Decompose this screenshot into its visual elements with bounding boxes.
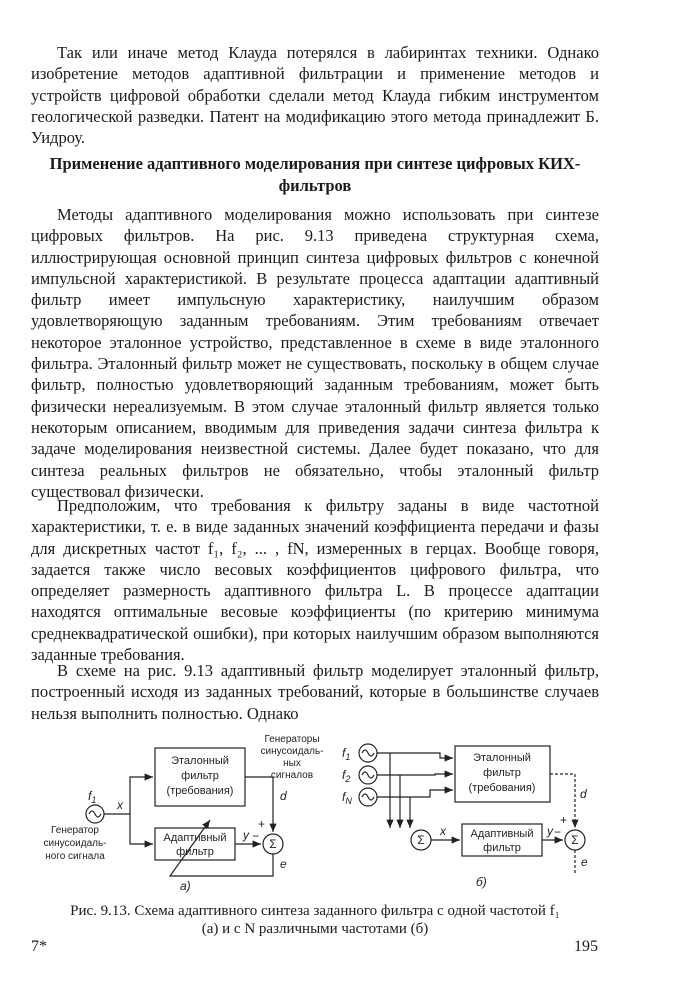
generator-a-line2: синусоидаль- bbox=[43, 838, 107, 849]
section-heading: Применение адаптивного моделирования при синтезе цифровых КИХ-фильтров bbox=[49, 154, 581, 195]
generators-b-line3: ных bbox=[283, 758, 301, 769]
x-label-b: x bbox=[440, 824, 446, 838]
y-label-b: y bbox=[547, 824, 553, 838]
diagram-b-label: б) bbox=[476, 875, 487, 889]
generators-b-line4: сигналов bbox=[270, 770, 314, 781]
paragraph-intro-text: Так или иначе метод Клауда потерялся в лабиринтах техники. Однако изобретение методов адаптивной фильтрации и применение методов и устройств цифровой обработки сделали метод Клауда гибким инструментом геологической разведки. Патент на модификацию этого метода принадлежит Б. Уидроу. bbox=[31, 43, 599, 148]
ref-filter-a-line2: фильтр bbox=[181, 770, 219, 782]
sum-label-b: Σ bbox=[417, 833, 425, 847]
f2-label-b: $f_2$ bbox=[342, 768, 351, 784]
paragraph-methods-text: Методы адаптивного моделирования можно использовать при синтезе цифровых фильтров. На рис. 9.13 приведена структурная схема, иллюстрирующая основной принцип синтеза цифровых фильтров с конечной импульсной характеристикой. В результате процесса адаптации адаптивный фильтр имеет импульсную характеристику, наилучшим образом удовлетворяющую заданным требованиям. Этим требованиям отвечает некоторое эталонное устройство, представленное в схеме в виде эталонного фильтра. Эталонный фильтр может не существовать, поскольку в общем случае фильтр, полностью удовлетворяющий заданным требованиям, может быть физически нереализуемым. В этом случае эталонный фильтр является только некоторым описанием, вводимым для приведения задачи синтеза фильтра к задаче моделирования неизвестной системы. Далее будет показано, что для синтеза реальных фильтров не обязательно, чтобы эталонный фильтр существовал физически. bbox=[31, 205, 599, 501]
d-label-a: d bbox=[280, 789, 287, 803]
ref-filter-b-line3: (требования) bbox=[468, 782, 536, 794]
diagram-b bbox=[359, 744, 585, 873]
caption-line-1: Рис. 9.13. Схема адаптивного синтеза заданного фильтра с одной частотой f₁ bbox=[70, 903, 560, 919]
ref-filter-a-line1: Эталонный bbox=[171, 755, 229, 767]
minus-label-a: − bbox=[252, 829, 260, 843]
generator-a-line1: Генератор bbox=[51, 825, 99, 836]
e-label-a: e bbox=[280, 857, 287, 871]
d-label-b: d bbox=[580, 787, 587, 801]
f1-label-b: $f_1$ bbox=[342, 746, 351, 762]
paragraph-requirements-text: Предположим, что требования к фильтру заданы в виде частотной характеристики, т. е. в виде заданных значений коэффициента передачи и фазы для дискретных частот f₁, f₂, ... , fN, измеренных в герцах. Вообще говоря, задается также число весовых коэффициентов цифрового фильтра, что определяет размерность адаптивного фильтра L. В процессе адаптации находятся оптимальные весовые коэффициенты (по критерию минимума среднеквадратической ошибки), при которых наилучшим образом выполняются заданные требования. bbox=[31, 496, 599, 665]
caption-line-2: (а) и с N различными частотами (б) bbox=[201, 921, 429, 937]
paragraph-intro bbox=[31, 42, 599, 148]
paragraph-scheme bbox=[31, 660, 599, 724]
ref-filter-b-line2: фильтр bbox=[483, 767, 521, 779]
ref-filter-a-line3: (требования) bbox=[166, 785, 234, 797]
fN-label-b: $f_N$ bbox=[342, 790, 352, 806]
figure-9-13 bbox=[30, 728, 610, 900]
x-label-a: x bbox=[117, 798, 123, 812]
signature-mark: 7* bbox=[31, 938, 47, 955]
f1-label-a: $f_1$ bbox=[88, 789, 97, 805]
figure-caption bbox=[31, 902, 599, 938]
adapt-filter-b-line1: Адаптивный bbox=[470, 828, 534, 840]
page-number: 195 bbox=[574, 938, 598, 955]
y-label-a: y bbox=[243, 828, 249, 842]
adapt-filter-a-line2: фильтр bbox=[176, 846, 214, 858]
sum-label-a: Σ bbox=[269, 837, 277, 851]
ref-filter-b-line1: Эталонный bbox=[473, 752, 531, 764]
adapt-filter-b-line2: фильтр bbox=[483, 842, 521, 854]
minus-label-b: − bbox=[554, 825, 562, 839]
paragraph-methods bbox=[31, 204, 599, 502]
plus-label-b: + bbox=[560, 813, 568, 827]
generators-b-line1: Генераторы bbox=[264, 734, 320, 745]
e-label-b: e bbox=[581, 855, 588, 869]
plus-label-a: + bbox=[258, 817, 266, 831]
generator-a-line3: ного сигнала bbox=[45, 851, 105, 862]
paragraph-requirements bbox=[31, 495, 599, 665]
sum-label-b-out: Σ bbox=[571, 833, 579, 847]
adapt-filter-a-line1: Адаптивный bbox=[163, 832, 227, 844]
paragraph-scheme-text: В схеме на рис. 9.13 адаптивный фильтр моделирует эталонный фильтр, построенный исходя из заданных требований, которые в большинстве случаев нельзя выполнить полностью. Однако bbox=[31, 661, 599, 723]
generators-b-line2: синусоидаль- bbox=[260, 746, 324, 757]
diagram-a-label: а) bbox=[180, 879, 191, 893]
